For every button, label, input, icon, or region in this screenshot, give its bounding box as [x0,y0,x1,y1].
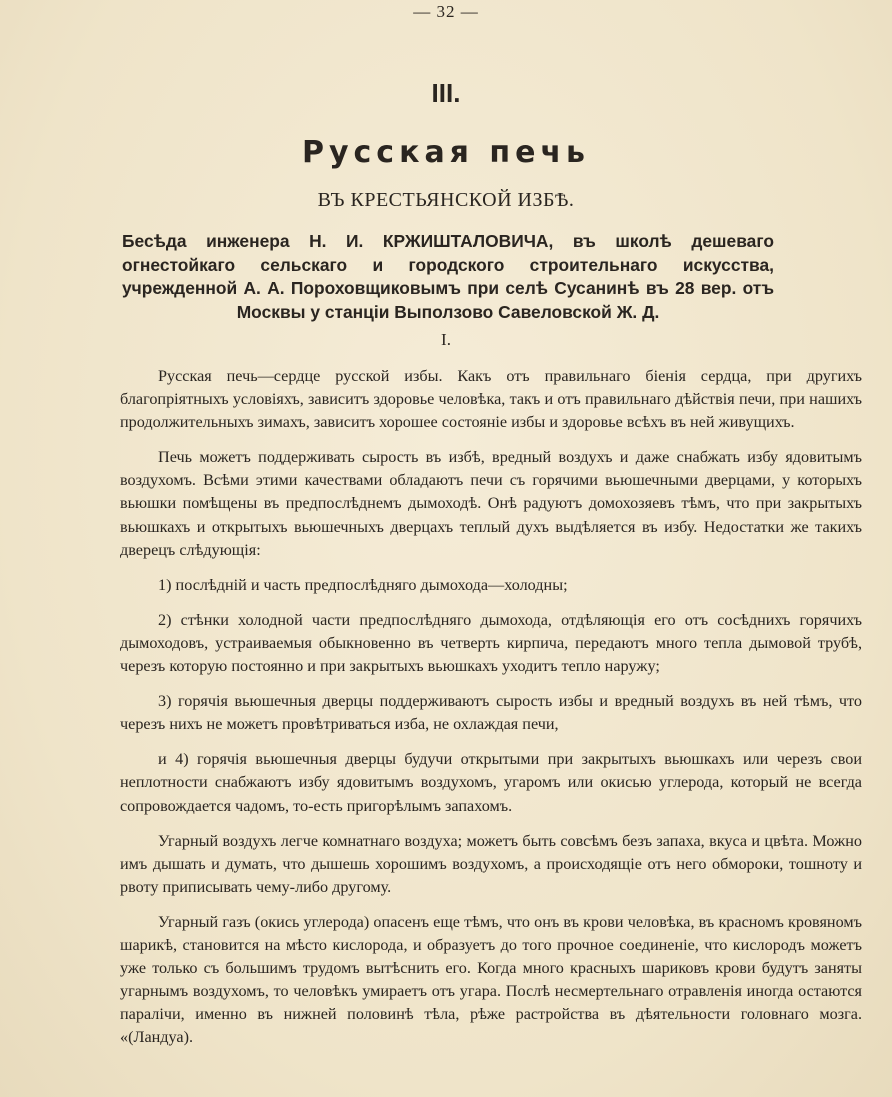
page-number: — 32 — [413,2,479,21]
list-item: и 4) горячія вьюшечныя дверцы будучи открытыми при закрытыхъ вьюшкахъ или черезъ свои неплотности снабжаютъ избу ядовитымъ воздухомъ, угаромъ или окисью углерода, который не всегда сопровождается чадомъ, то-есть пригорѣлымъ запахомъ. [120,750,862,815]
article-title: Русская печь [301,135,591,170]
list-item: 1) послѣдній и часть предпослѣдняго дымохода—холодны; [158,575,568,594]
article-subtitle: ВЪ КРЕСТЬЯНСКОЙ ИЗБѢ. [317,189,575,211]
chapter-number: I. [441,330,451,349]
article-body [120,365,862,1049]
list-item: 3) горячія вьюшечныя дверцы поддерживаютъ сырость избы и вредный воздухъ въ ней тѣмъ, что черезъ нихъ не можетъ провѣтриваться изба, не охлаждая печи, [120,692,862,734]
list-item: 2) стѣнки холодной части предпослѣдняго дымохода, отдѣляющія его отъ сосѣднихъ горячихъ дымоходовъ, устраиваемыя обыкновенно въ четверть кирпича, передаютъ много тепла дымовой трубѣ, черезъ которую постоянно и при закрытыхъ вьюшкахъ уходитъ тепло наружу; [120,610,862,676]
body-paragraph: Русская печь—сердце русской избы. Какъ отъ правильнаго біенія сердца, при другихъ благопріятныхъ условіяхъ, зависитъ здоровье человѣка, такъ и отъ правильнаго дѣйствія печи, при нашихъ продолжительныхъ зимахъ, зависитъ хорошее состояніе избы и здоровье всѣхъ въ ней живущихъ. [120,367,862,432]
body-paragraph: Угарный воздухъ легче комнатнаго воздуха; можетъ быть совсѣмъ безъ запаха, вкуса и цвѣта. Можно имъ дышать и думать, что дышешь хорошимъ воздухомъ, а происходящіе отъ него обмороки, тошноту и рвоту приписывать чему-либо другому. [120,831,862,896]
body-paragraph: Печь можетъ поддерживать сырость въ избѣ, вредный воздухъ и даже снабжать избу ядовитымъ воздухомъ. Всѣми этими качествами обладаютъ печи съ горячими вьюшечными дверцами, у которыхъ вьюшки помѣщены въ предпослѣднемъ дымоходѣ. Онѣ радуютъ домохозяевъ тѣмъ, что при закрытыхъ вьюшкахъ и открытыхъ вьюшечныхъ дверцахъ теплый духъ выдѣляется въ избу. Недостатки же такихъ дверецъ слѣдующія: [120,448,862,559]
body-paragraph: Угарный газъ (окись углерода) опасенъ еще тѣмъ, что онъ въ крови человѣка, въ красномъ кровяномъ шарикѣ, становится на мѣсто кислорода, и образуетъ до того прочное соединеніе, что кислородъ можетъ уже только съ большимъ трудомъ вытѣснить его. Когда много красныхъ шариковъ крови будутъ заняты угарнымъ воздухомъ, то человѣкъ умираетъ отъ угара. Послѣ несмертельнаго отравленія иногда остаются паралічи, именно въ нижней половинѣ тѣла, рѣже растройства въ дѣятельности головнаго мозга. «(Ландуа). [120,912,862,1047]
section-number: III. [431,78,461,108]
lead-paragraph: Бесѣда инженера Н. И. КРЖИШТАЛОВИЧА, въ школѣ дешеваго огнестойкаго сельскаго и городского строительнаго искусства, учрежденной А. А. Пороховщиковымъ при селѣ Сусанинѣ въ 28 вер. отъ Москвы у станціи Выползово Савеловской Ж. Д. [122,231,774,322]
